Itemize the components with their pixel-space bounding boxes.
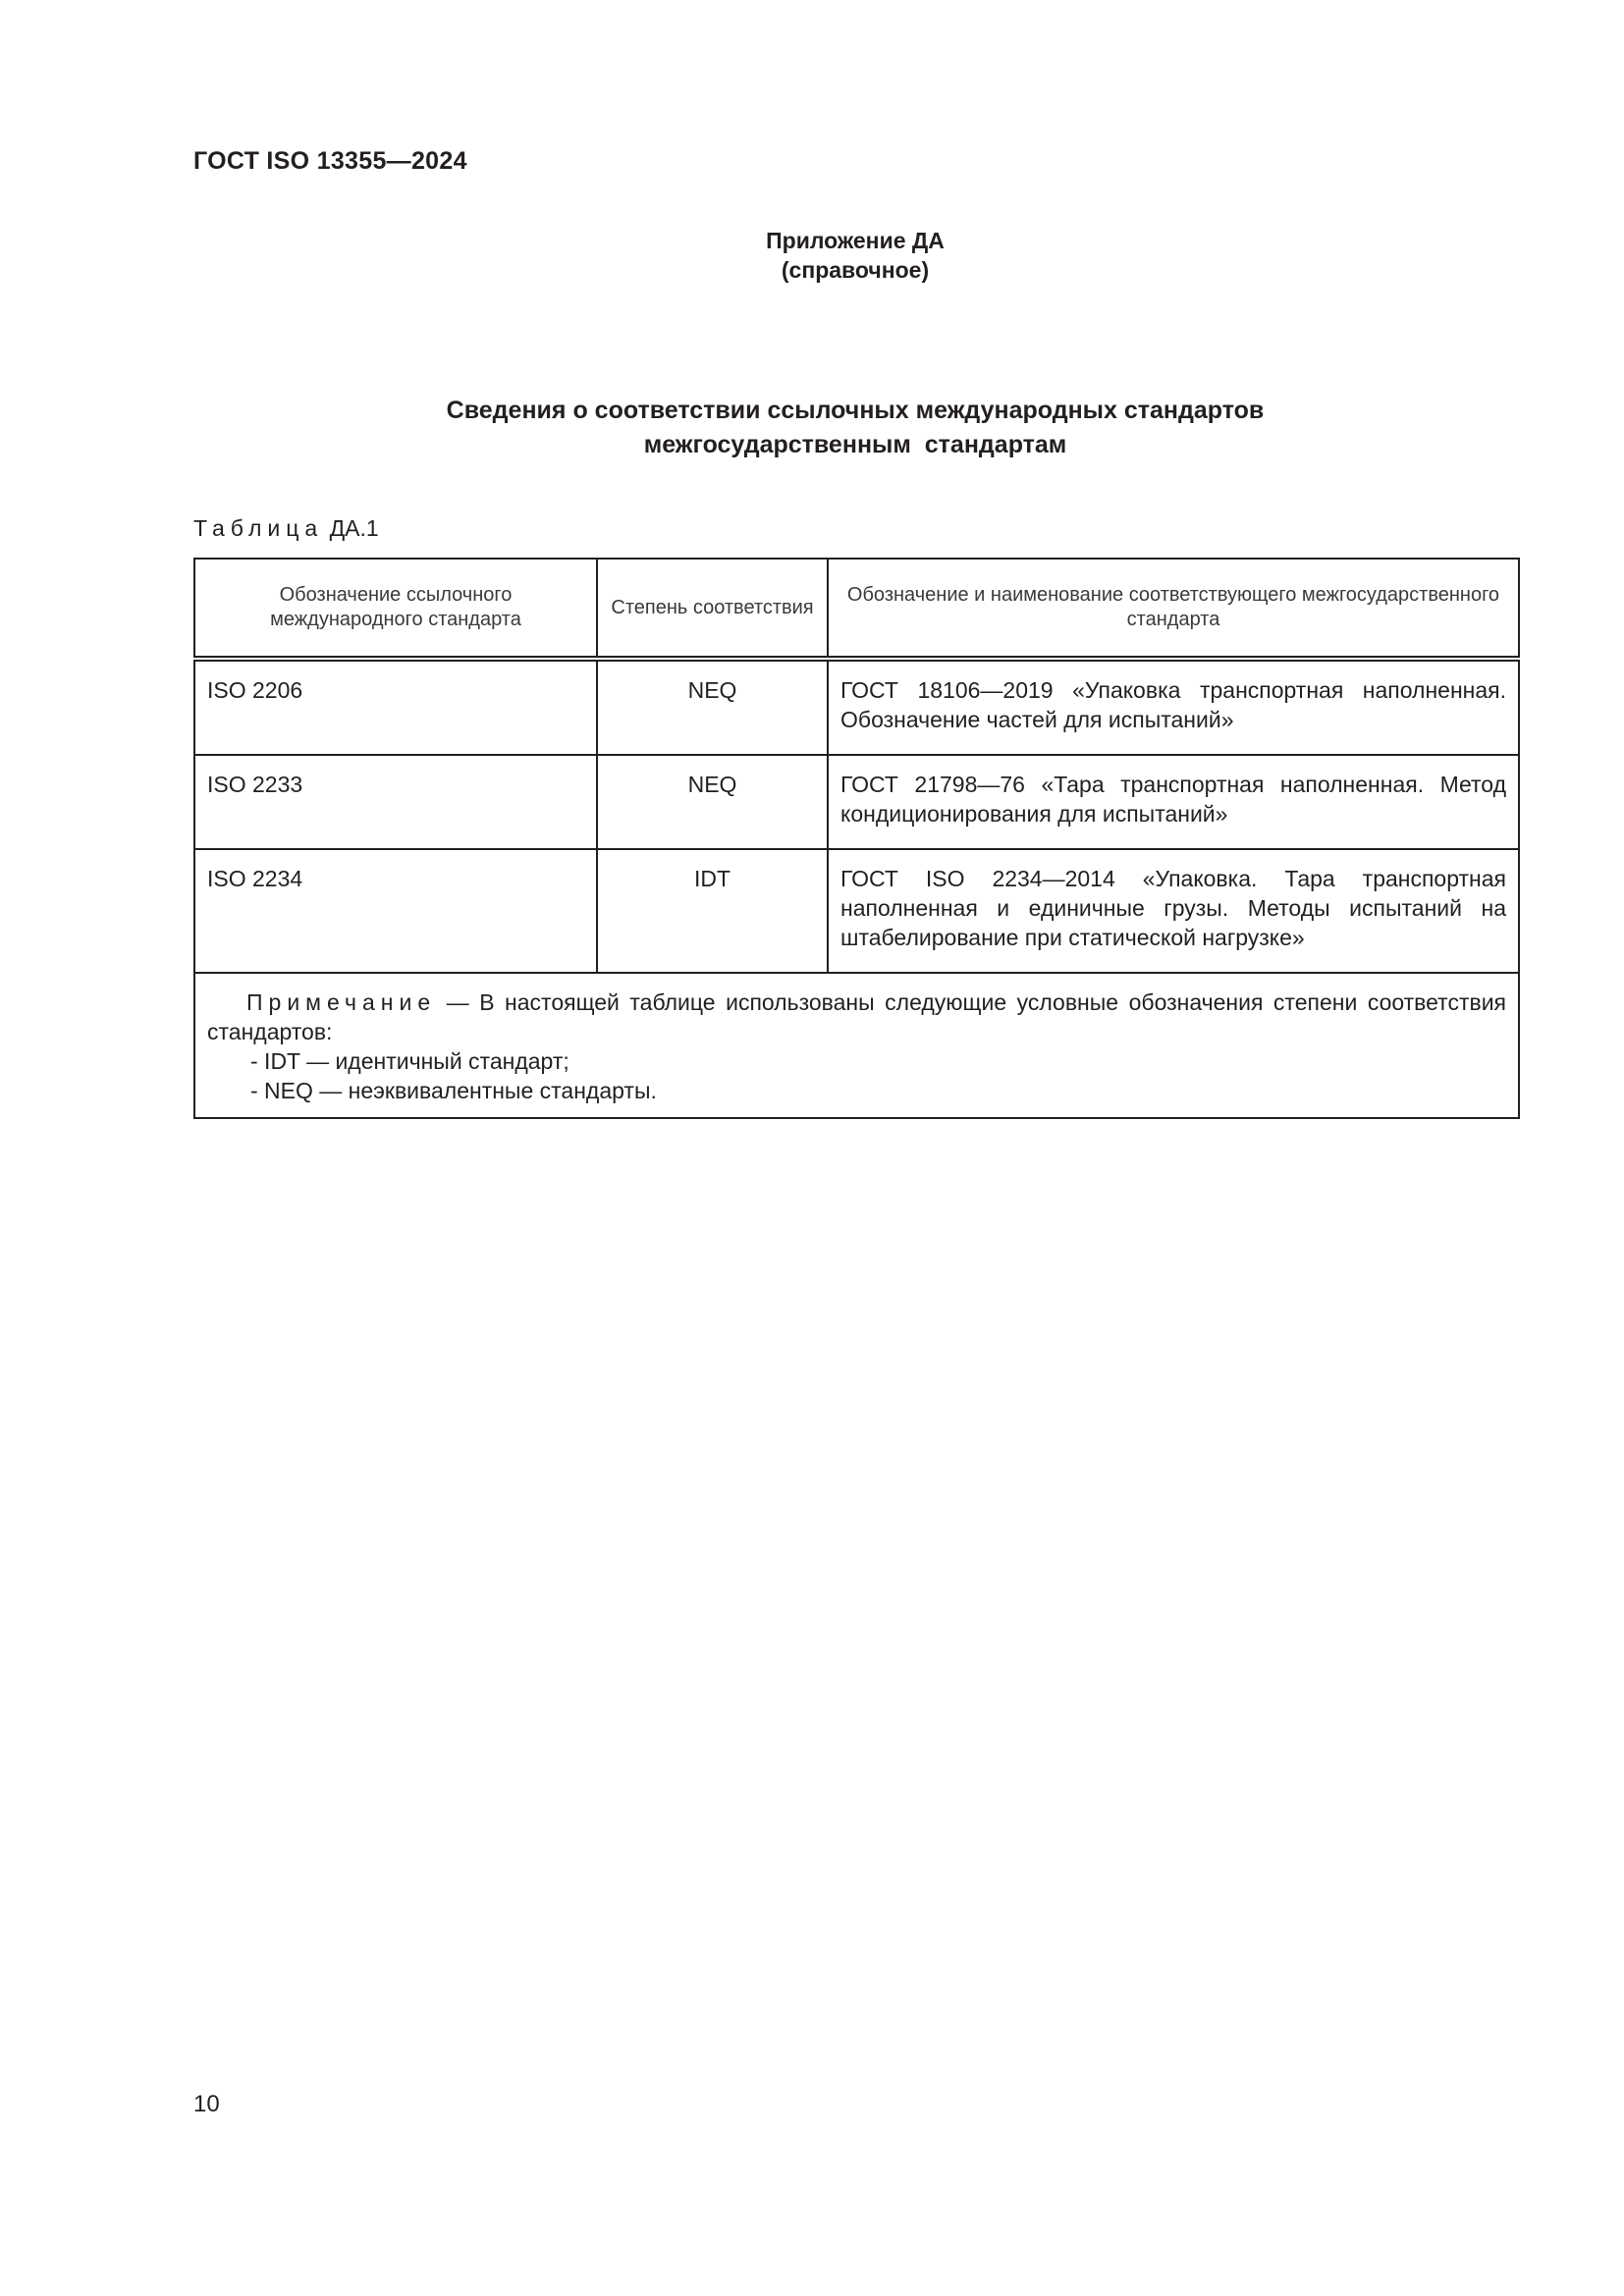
note-item: - IDT — идентичный стандарт; — [250, 1048, 569, 1074]
section-title-line1: Сведения о соответствии ссылочных международных стандартов — [446, 397, 1265, 424]
cell-title: ГОСТ ISO 2234—2014 «Упаковка. Тара транспортная наполненная и единичные грузы. Методы испытаний на штабелирование при статической нагрузке» — [828, 849, 1519, 973]
appendix-heading — [193, 226, 1517, 285]
column-header-title: Обозначение и наименование соответствующего межгосударственного стандарта — [828, 559, 1519, 659]
page-number: 10 — [193, 2091, 220, 2117]
table-row — [194, 755, 1519, 849]
table-caption — [193, 515, 379, 542]
cell-title: ГОСТ 21798—76 «Тара транспортная наполненная. Метод кондиционирования для испытаний» — [828, 755, 1519, 849]
note-text: — В настоящей таблице использованы следующие условные обозначения степени соответствия стандартов: — [207, 989, 1507, 1044]
table-header-row — [194, 559, 1519, 659]
note-label: Примечание — [246, 989, 437, 1015]
table-row — [194, 659, 1519, 755]
section-title — [193, 394, 1517, 462]
correspondence-table — [193, 558, 1520, 1119]
cell-degree: IDT — [597, 849, 828, 973]
cell-standard: ISO 2234 — [194, 849, 597, 973]
document-id: ГОСТ ISO 13355—2024 — [193, 147, 467, 175]
cell-degree: NEQ — [597, 659, 828, 755]
section-title-line2: межгосударственным стандартам — [643, 431, 1067, 458]
table-note-row — [194, 973, 1519, 1118]
table-row — [194, 849, 1519, 973]
appendix-subtitle: (справочное) — [781, 257, 930, 283]
cell-standard: ISO 2233 — [194, 755, 597, 849]
table-caption-number: ДА.1 — [329, 515, 379, 541]
appendix-title: Приложение ДА — [766, 228, 945, 253]
column-header-standard: Обозначение ссылочного международного стандарта — [194, 559, 597, 659]
column-header-degree: Степень соответствия — [597, 559, 828, 659]
table-caption-word: Таблица — [193, 515, 324, 541]
cell-standard: ISO 2206 — [194, 659, 597, 755]
cell-degree: NEQ — [597, 755, 828, 849]
note-item: - NEQ — неэквивалентные стандарты. — [250, 1078, 657, 1103]
table-note — [194, 973, 1519, 1118]
cell-title: ГОСТ 18106—2019 «Упаковка транспортная наполненная. Обозначение частей для испытаний» — [828, 659, 1519, 755]
